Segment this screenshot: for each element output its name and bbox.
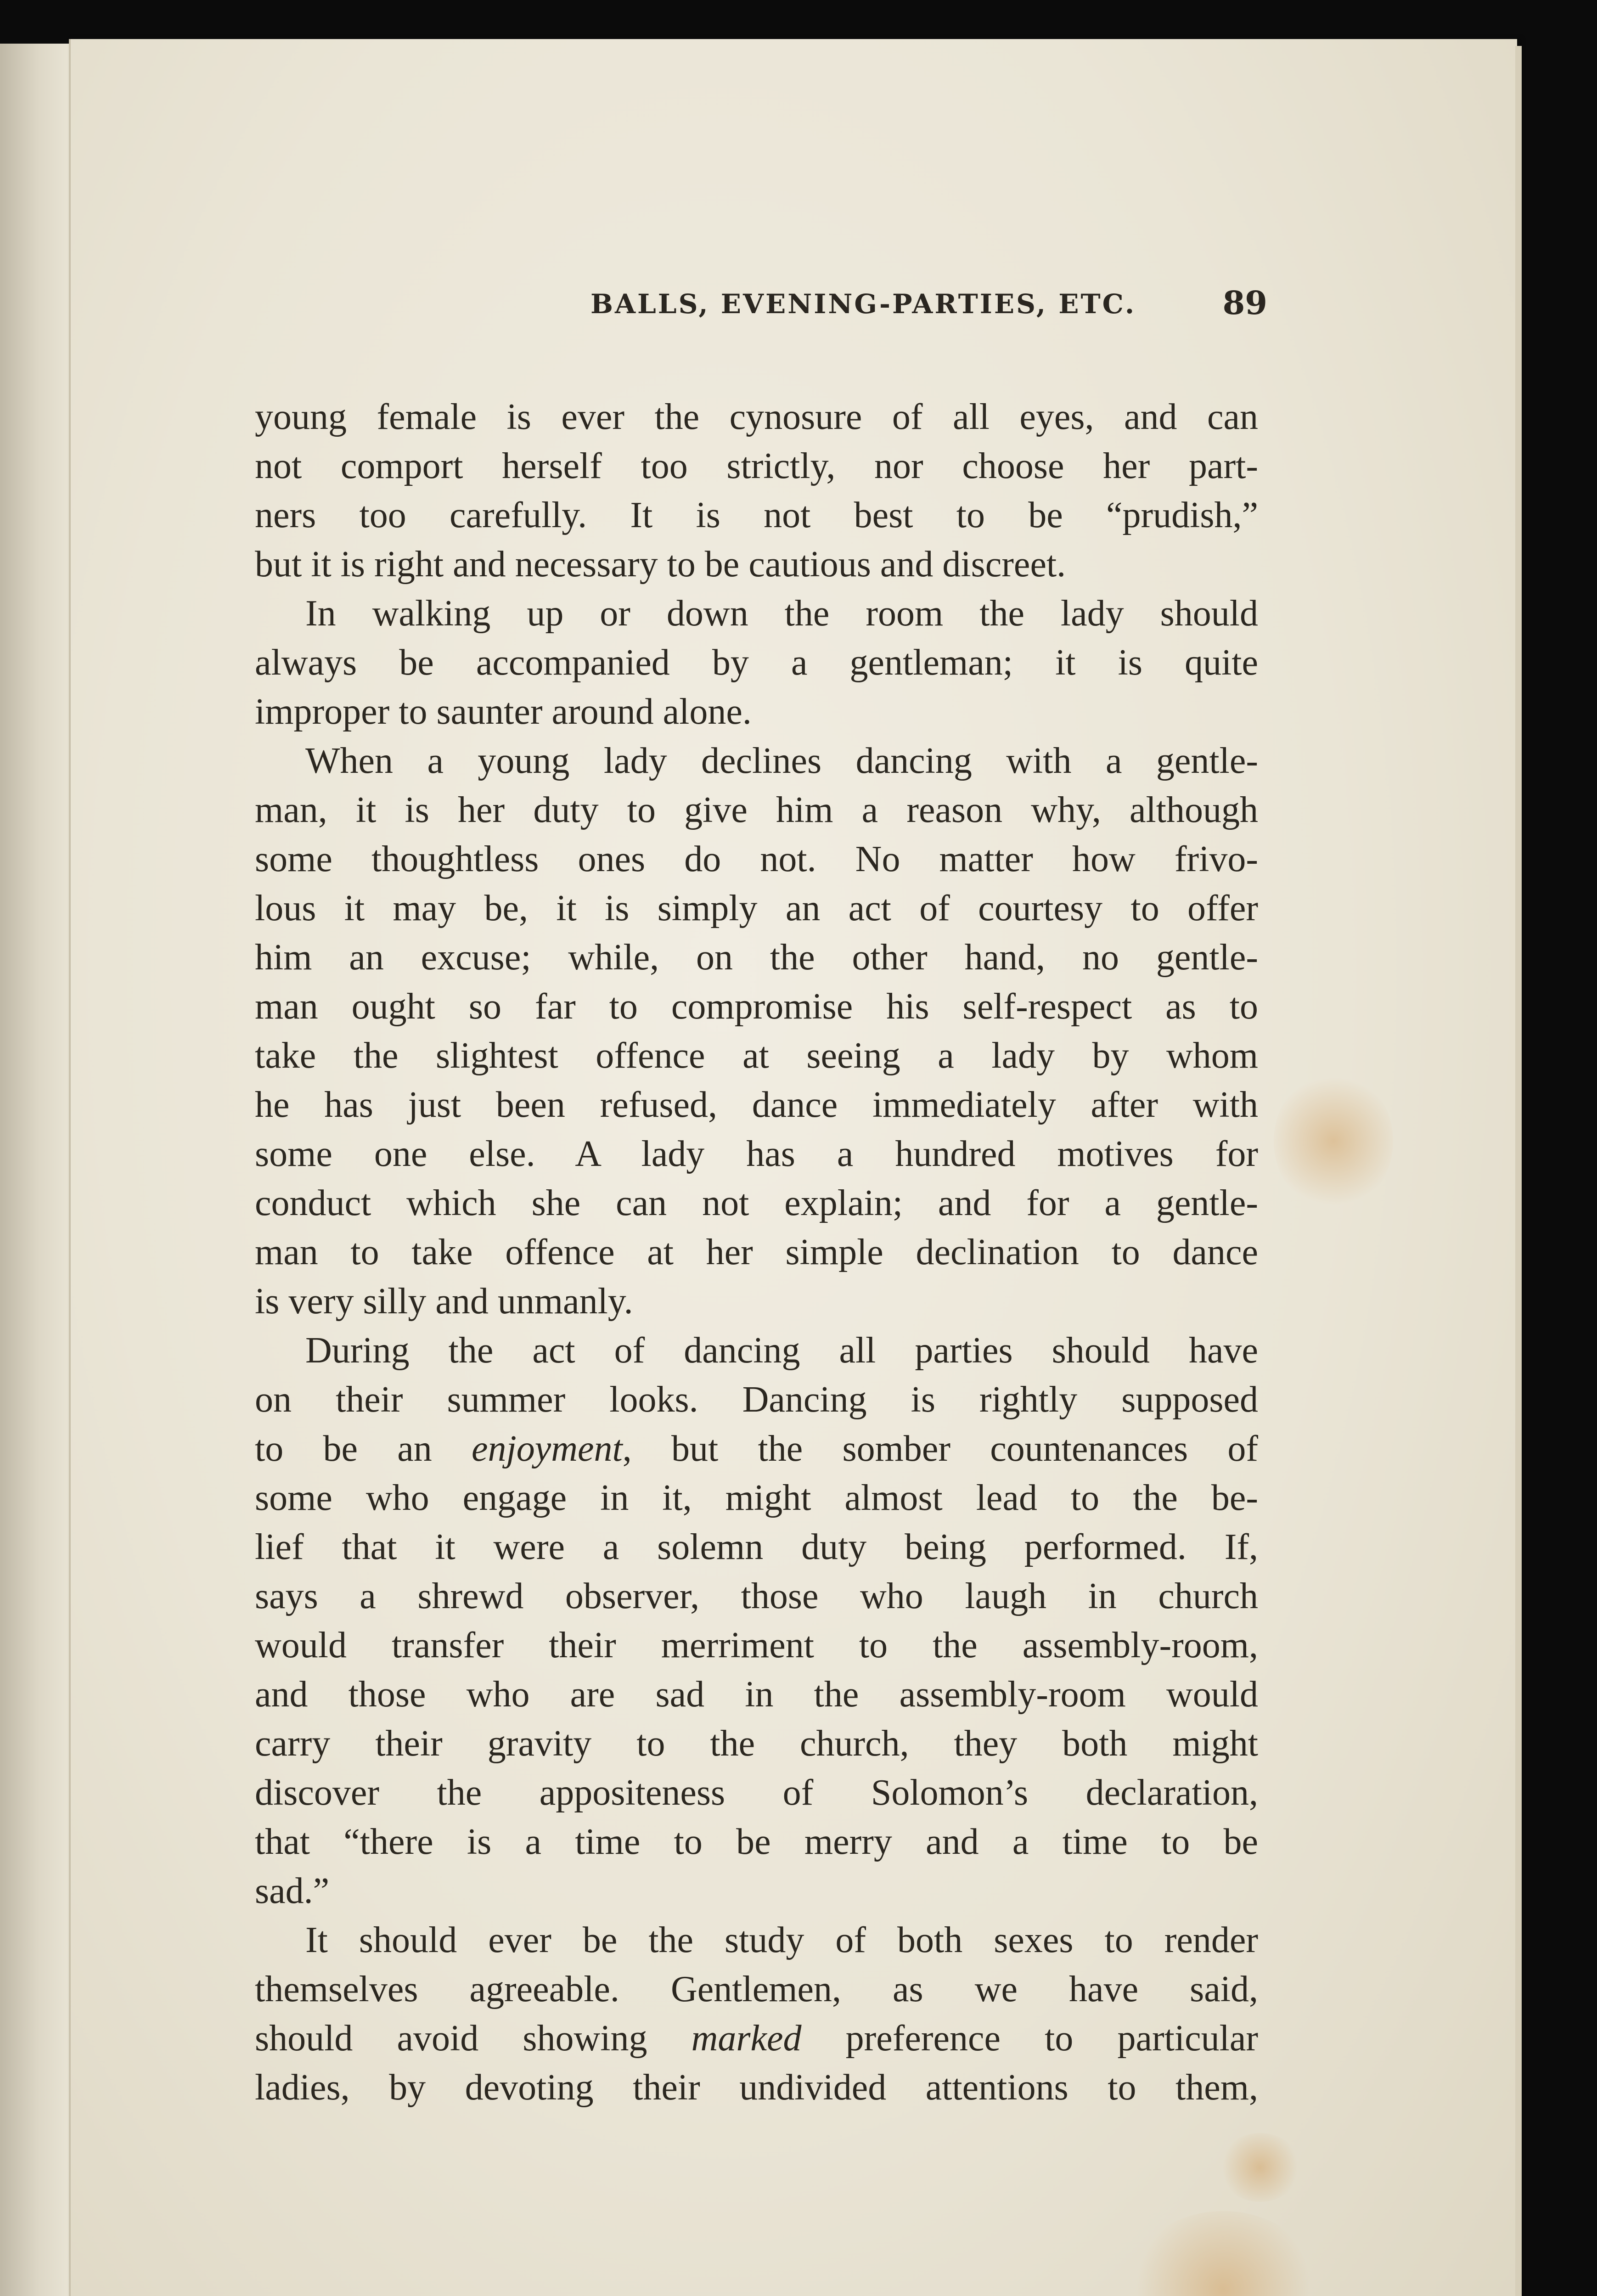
text-line: man ought so far to compromise his self-respect as to (255, 986, 1258, 1027)
text-line: young female is ever the cynosure of all eyes, and can (255, 397, 1258, 437)
text-line: themselves agreeable. Gentlemen, as we have said, (255, 1969, 1258, 2009)
page-number: 89 (1222, 284, 1267, 322)
text-line: some thoughtless ones do not. No matter how frivo- (255, 839, 1258, 879)
text-line: that “there is a time to be merry and a time to be (255, 1822, 1258, 1862)
text-line: lous it may be, it is simply an act of courtesy to offer (255, 888, 1258, 929)
foxing-stain (1274, 1072, 1393, 1210)
text-line: lief that it were a solemn duty being performed. If, (255, 1527, 1258, 1567)
text-line: would transfer their merriment to the assembly-room, (255, 1625, 1258, 1666)
text-line: take the slightest offence at seeing a lady by whom (255, 1035, 1258, 1076)
text-line: he has just been refused, dance immediately after with (255, 1085, 1258, 1125)
text-line: improper to saunter around alone. (255, 692, 752, 732)
text-line: him an excuse; while, on the other hand, no gentle- (255, 937, 1258, 978)
text-line: man, it is her duty to give him a reason why, although (255, 790, 1258, 830)
text-line: to be an enjoyment, but the somber countenances of (255, 1429, 1258, 1469)
text-line: During the act of dancing all parties should have (305, 1330, 1258, 1371)
text-line: some one else. A lady has a hundred motives for (255, 1134, 1258, 1174)
text-line: In walking up or down the room the lady should (305, 593, 1258, 634)
page-edge (1515, 46, 1522, 2296)
text-line: is very silly and unmanly. (255, 1281, 633, 1322)
text-line: man to take offence at her simple declination to dance (255, 1232, 1258, 1272)
text-line: When a young lady declines dancing with a gentle- (305, 741, 1258, 781)
text-line: carry their gravity to the church, they both might (255, 1723, 1258, 1764)
text-line: It should ever be the study of both sexes to render (305, 1920, 1258, 1960)
text-line: should avoid showing marked preference to particular (255, 2018, 1258, 2059)
running-head: BALLS, EVENING-PARTIES, ETC. (590, 288, 1136, 320)
text-line: ladies, by devoting their undivided attentions to them, (255, 2067, 1258, 2108)
text-line: but it is right and necessary to be cautious and discreet. (255, 544, 1066, 585)
foxing-stain (1127, 2211, 1320, 2296)
text-line: says a shrewd observer, those who laugh in church (255, 1576, 1258, 1616)
body-text (255, 393, 1258, 2156)
text-line: discover the appositeness of Solomon’s declaration, (255, 1773, 1258, 1813)
text-line: some who engage in it, might almost lead to the be- (255, 1478, 1258, 1518)
text-line: conduct which she can not explain; and for a gentle- (255, 1183, 1258, 1223)
text-line: sad.” (255, 1871, 330, 1911)
text-line: not comport herself too strictly, nor choose her part- (255, 446, 1258, 486)
text-line: ners too carefully. It is not best to be “prudish,” (255, 495, 1258, 535)
text-line: on their summer looks. Dancing is rightly supposed (255, 1379, 1258, 1420)
text-line: always be accompanied by a gentleman; it is quite (255, 642, 1258, 683)
text-line: and those who are sad in the assembly-room would (255, 1674, 1258, 1715)
